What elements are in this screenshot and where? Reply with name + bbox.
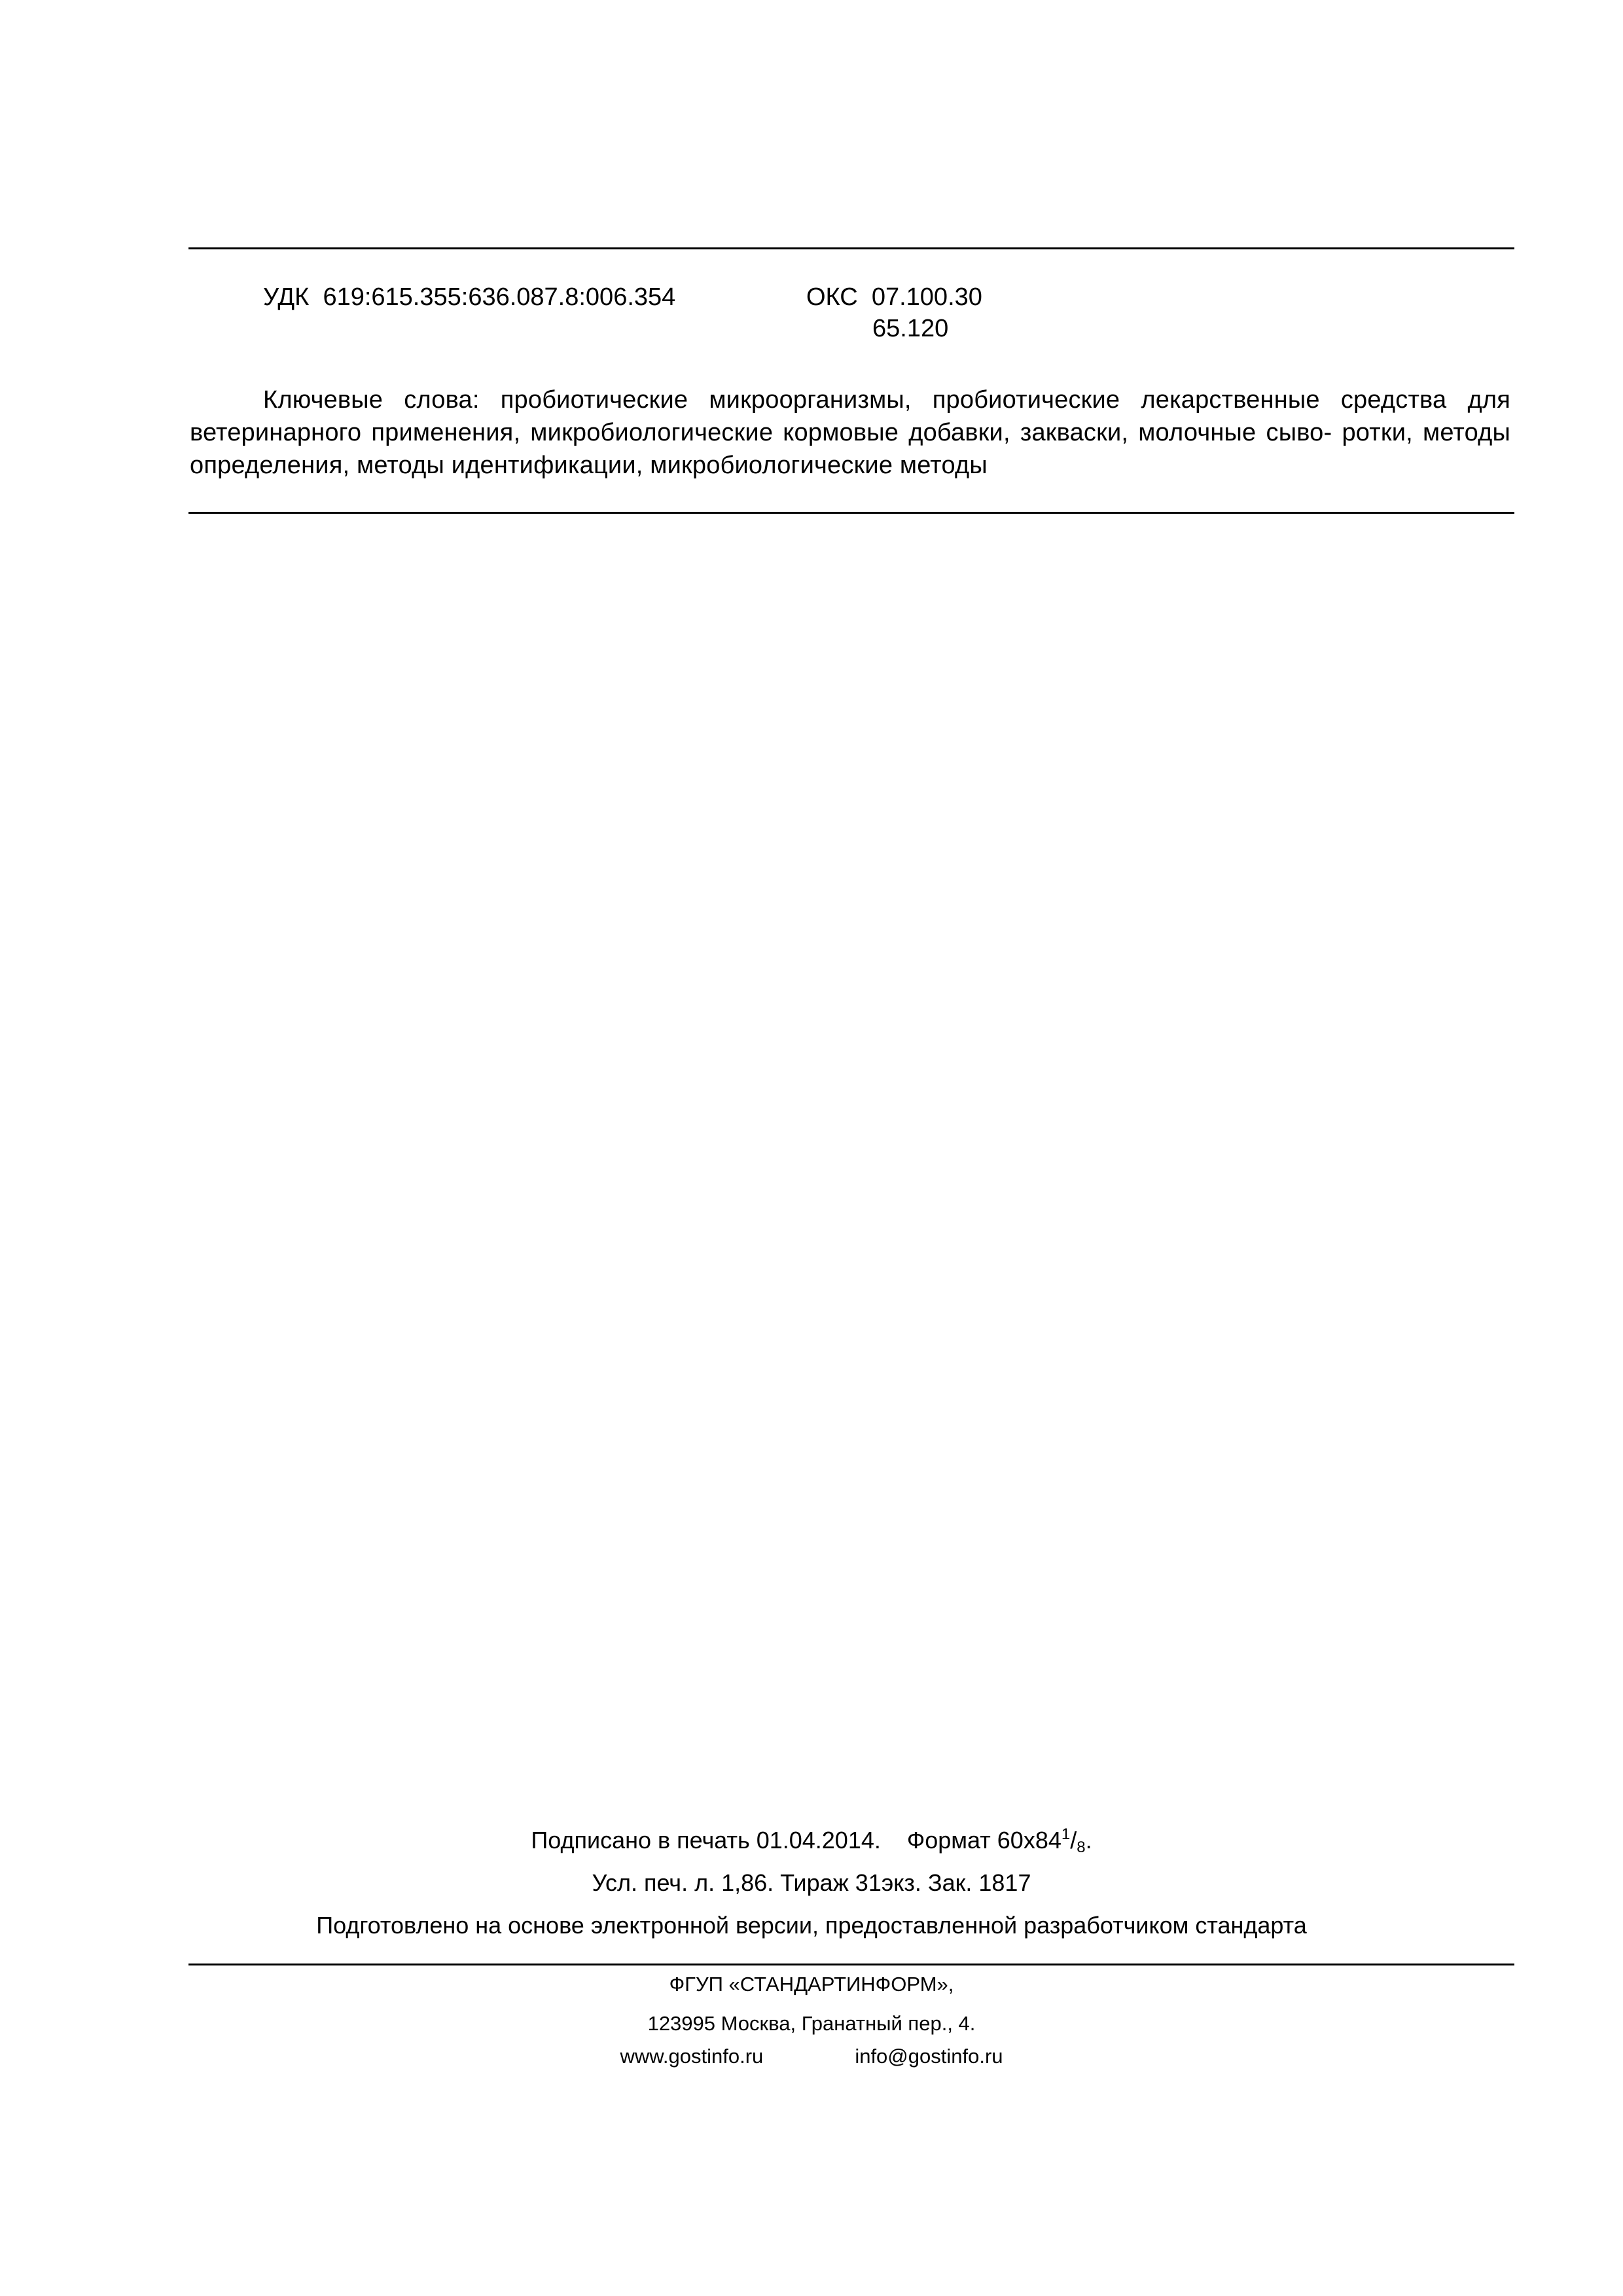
publisher-contacts: [0, 2043, 1623, 2070]
oks-value-1: 07.100.30: [871, 283, 982, 311]
format-sup: 1: [1061, 1825, 1071, 1843]
format-slash: /: [1070, 1827, 1077, 1854]
udk-value: 619:615.355:636.087.8:006.354: [323, 283, 676, 311]
imprint-print-run: Усл. печ. л. 1,86. Тираж 31экз. Зак. 1817: [592, 1869, 1031, 1896]
signed-text: Подписано в печать 01.04.2014.: [531, 1827, 881, 1854]
publisher-name: ФГУП «СТАНДАРТИНФОРМ»,: [669, 1973, 954, 1996]
website-link[interactable]: www.gostinfo.ru: [620, 2045, 764, 2068]
keywords-paragraph: [190, 384, 1510, 482]
oks-value-2: 65.120: [872, 315, 949, 342]
udk-label: УДК: [263, 283, 310, 311]
keywords-bottom-rule: [188, 512, 1514, 514]
imprint-prepared: Подготовлено на основе электронной версии, предоставленной разработчиком стандарта: [316, 1912, 1307, 1939]
format-end: .: [1085, 1827, 1092, 1854]
top-rule: [188, 247, 1514, 249]
keywords-line-1: Ключевые слова: пробиотические микроорганизмы, пробиотические лекарственные средства для ветеринарного применения, микробиологические кормовые добавки, закваски, молочные сыво-: [190, 386, 1510, 446]
keywords-line-2: ротки, методы определения, методы идентификации, микробиологические методы: [190, 419, 1510, 479]
format-sub: 8: [1077, 1839, 1086, 1856]
publisher-address: 123995 Москва, Гранатный пер., 4.: [647, 2012, 976, 2035]
format-text: Формат 60х84: [906, 1827, 1061, 1854]
imprint-signed-line: [0, 1826, 1623, 1858]
oks-label: ОКС: [806, 283, 858, 311]
email-link[interactable]: info@gostinfo.ru: [855, 2045, 1003, 2068]
udk-code: [263, 281, 675, 313]
publisher-top-rule: [188, 1964, 1514, 1965]
oks-code: [806, 281, 982, 313]
